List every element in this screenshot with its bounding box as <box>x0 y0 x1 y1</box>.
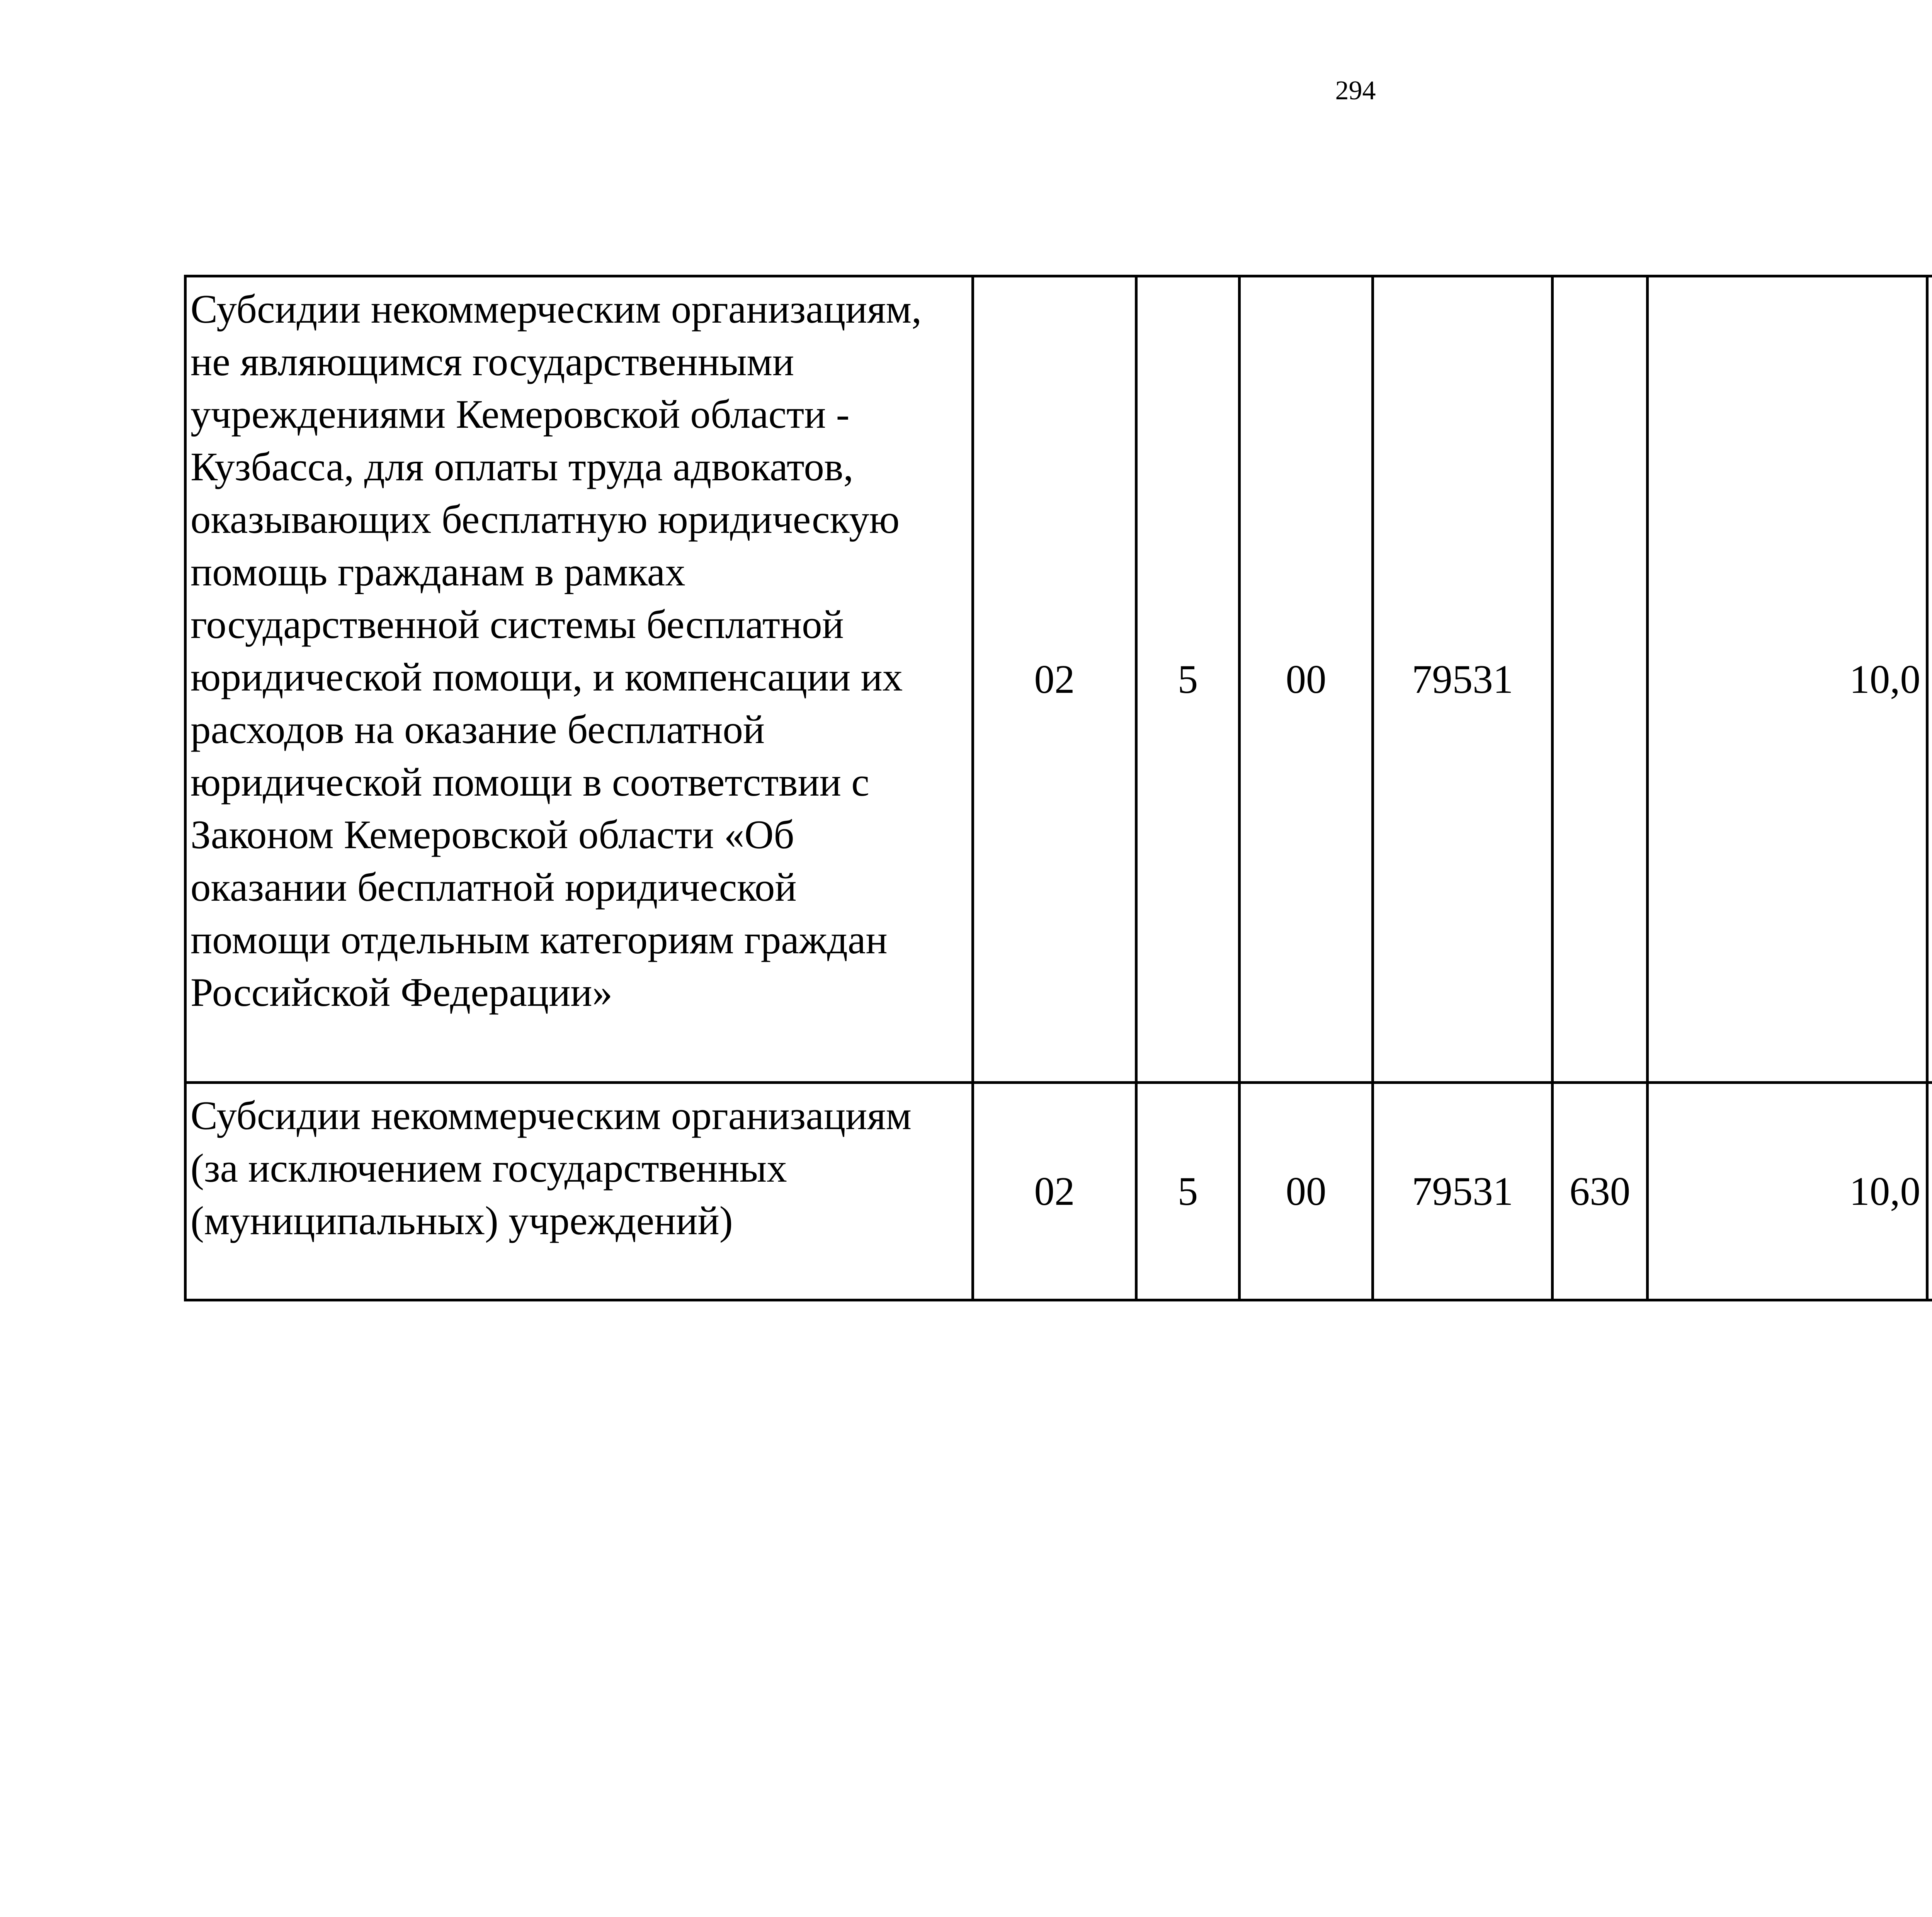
table-row <box>185 276 1932 1083</box>
description-text: Субсидии некоммерческим организациям (за исключением государственных (муниципальных) учреждений) <box>190 1093 912 1243</box>
description-cell <box>185 1083 973 1300</box>
code-program-cell: 00 <box>1240 276 1373 1083</box>
code-section-cell: 02 <box>973 1083 1136 1300</box>
expense-type-cell <box>1553 276 1648 1083</box>
amount-cell-2 <box>1927 1083 1932 1300</box>
code-subsection-cell: 5 <box>1136 276 1240 1083</box>
code-program-cell: 00 <box>1240 1083 1373 1300</box>
amount-cell-2 <box>1927 276 1932 1083</box>
amount-cell-1: 10,0 <box>1648 1083 1927 1300</box>
expense-type-cell: 630 <box>1553 1083 1648 1300</box>
code-section-cell: 02 <box>973 276 1136 1083</box>
code-target-cell: 79531 <box>1373 276 1553 1083</box>
budget-table <box>184 275 1932 1301</box>
page-number: 294 <box>1335 76 1376 105</box>
description-text: Субсидии некоммерческим организациям, не являющимся государственными учреждениями Кемеровской области - Кузбасса, для оплаты труда адвокатов, оказывающих бесплатную юридическую помощь гражданам в рамках государственной системы бесплатной юридической помощи, и компенсации их расходов на оказание бесплатной юридической помощи в соответствии с Законом Кемеровской области «Об оказании бесплатной юридической помощи отдельным категориям граждан Российской Федерации» <box>190 286 922 1015</box>
description-cell <box>185 276 973 1083</box>
table-row <box>185 1083 1932 1300</box>
code-target-cell: 79531 <box>1373 1083 1553 1300</box>
code-subsection-cell: 5 <box>1136 1083 1240 1300</box>
amount-cell-1: 10,0 <box>1648 276 1927 1083</box>
